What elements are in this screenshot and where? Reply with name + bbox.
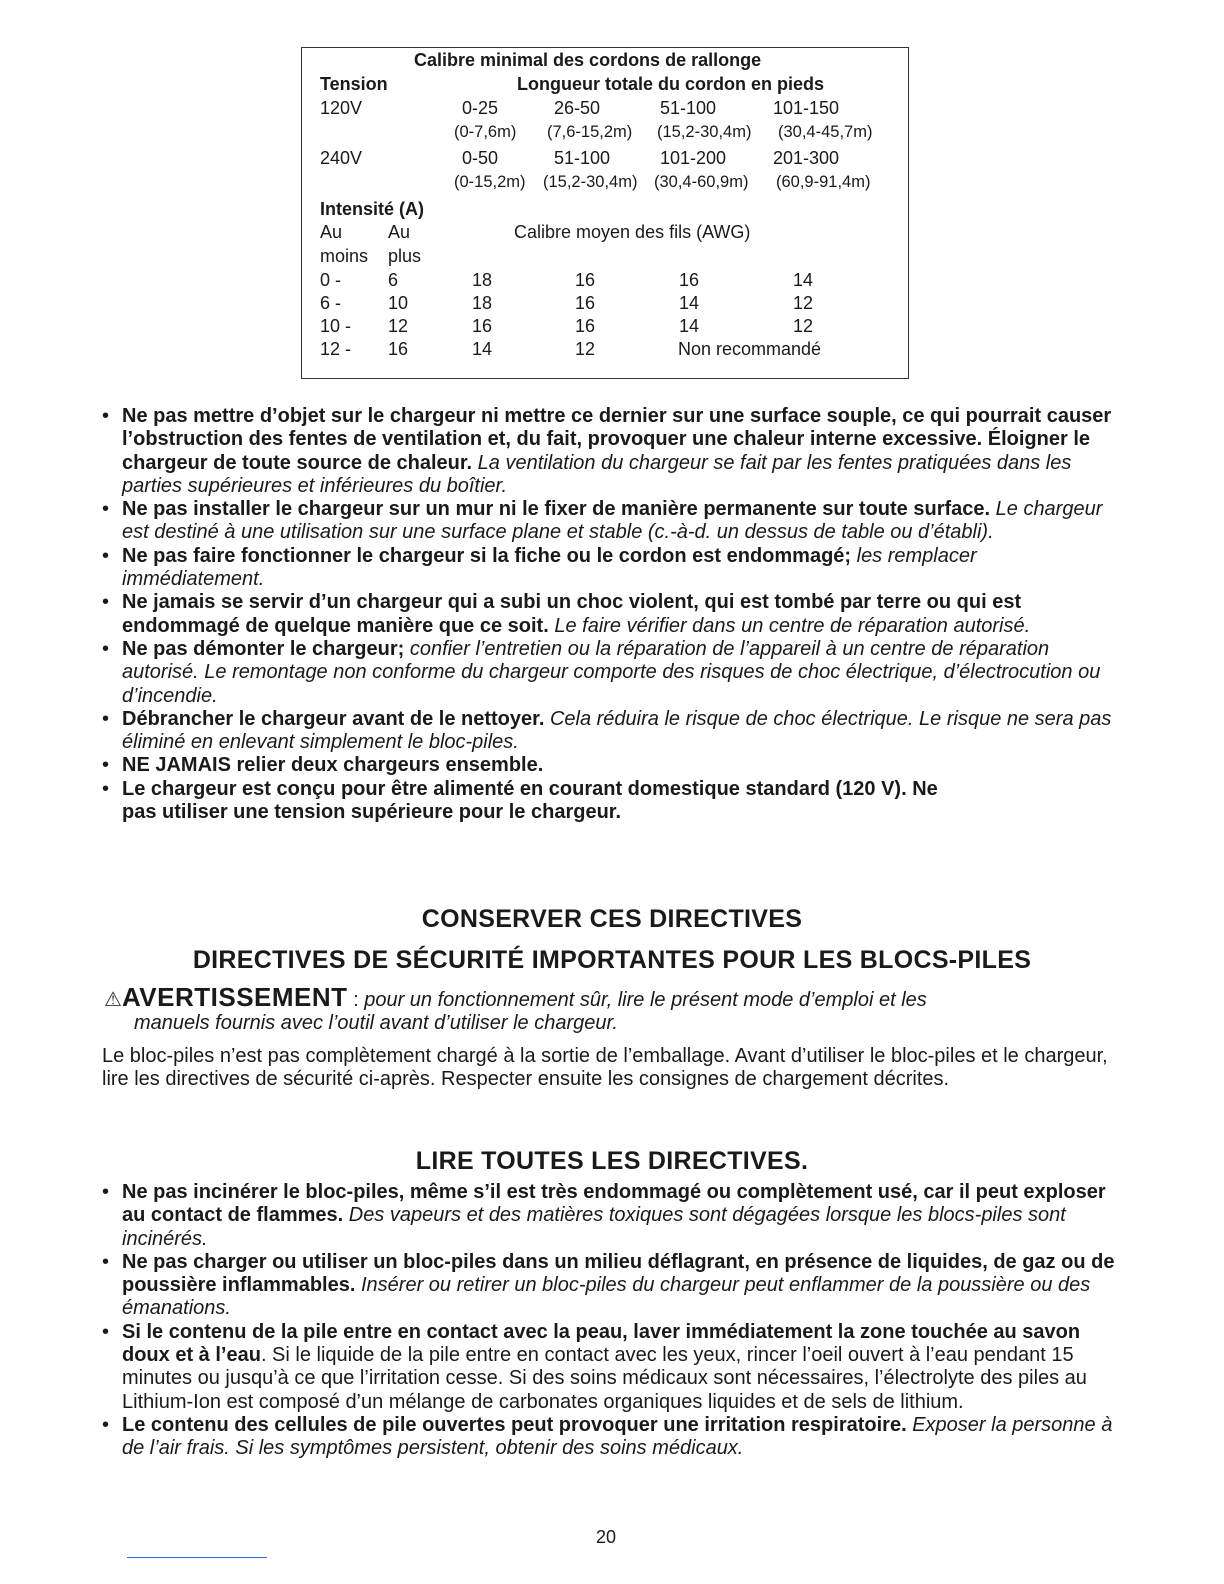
gauge-label: Calibre moyen des fils (AWG) bbox=[514, 222, 751, 242]
v120-metric: (15,2-30,4m) bbox=[657, 123, 752, 141]
v120-range: 0-25 bbox=[462, 98, 499, 118]
bullet-bold-text: Débrancher le chargeur avant de le nettoyer. bbox=[122, 707, 545, 730]
tension-label: Tension bbox=[320, 74, 388, 94]
gauge-cell: 18 bbox=[472, 270, 493, 290]
list-item bbox=[102, 1181, 1117, 1251]
amp-to: 10 bbox=[388, 293, 409, 313]
gauge-cell: 16 bbox=[575, 316, 596, 336]
bullet-icon: • bbox=[102, 544, 110, 567]
list-item bbox=[102, 778, 1117, 825]
list-item bbox=[102, 591, 1117, 638]
list-item bbox=[102, 1251, 1117, 1321]
length-label: Longueur totale du cordon en pieds bbox=[517, 74, 825, 94]
bullet-italic-text: Le faire vérifier dans un centre de réparation autorisé. bbox=[548, 614, 1031, 637]
amp-from: 10 - bbox=[320, 316, 352, 336]
gauge-cell: 14 bbox=[472, 339, 493, 359]
v240-range: 101-200 bbox=[660, 148, 727, 168]
list-item bbox=[102, 708, 1117, 755]
bullet-italic-text: les remplacer immédiatement. bbox=[122, 544, 977, 591]
bullet-normal-text: . Si le liquide de la pile entre en contact avec les yeux, rincer l’oeil ouvert à l’eau pendant 15 minutes ou jusqu’à ce que l’irritation cesse. Si des soins médicaux sont nécessaires, l’électrolyte des piles au Lithium-Ion est composé d’un mélange de carbonates organiques liquides et de sels de lithium. bbox=[122, 1344, 1087, 1413]
heading-read-all: LIRE TOUTES LES DIRECTIVES. bbox=[415, 1147, 809, 1175]
warning-block bbox=[104, 982, 1114, 1035]
v120-metric: (7,6-15,2m) bbox=[547, 123, 633, 141]
amp-from: 12 - bbox=[320, 339, 352, 359]
list-item bbox=[102, 498, 1117, 545]
gauge-cell-not-recommended: Non recommandé bbox=[678, 339, 822, 359]
amp-to: 16 bbox=[388, 339, 409, 359]
amp-from: 6 - bbox=[320, 293, 342, 313]
table-title: Calibre minimal des cordons de rallonge bbox=[414, 50, 762, 70]
bullet-bold-text: Le contenu des cellules de pile ouvertes peut provoquer une irritation respiratoire. bbox=[122, 1413, 907, 1436]
list-item bbox=[102, 1321, 1117, 1414]
footer-divider bbox=[127, 1557, 267, 1558]
gauge-cell: 16 bbox=[679, 270, 700, 290]
battery-safety-list bbox=[102, 1181, 1117, 1461]
bullet-icon: • bbox=[102, 1320, 110, 1343]
gauge-cell: 12 bbox=[793, 316, 814, 336]
v240-range: 0-50 bbox=[462, 148, 499, 168]
amp-to: 6 bbox=[388, 270, 399, 290]
bullet-bold-text: Ne pas faire fonctionner le chargeur si la fiche ou le cordon est endommagé; bbox=[122, 544, 852, 567]
v240-range: 51-100 bbox=[554, 148, 611, 168]
warning-triangle-icon: ⚠ bbox=[104, 989, 122, 1011]
v120-metric: (0-7,6m) bbox=[454, 123, 517, 141]
bullet-icon: • bbox=[102, 777, 110, 800]
plus-label: plus bbox=[388, 246, 422, 266]
warning-title: AVERTISSEMENT bbox=[121, 982, 348, 1012]
bullet-icon: • bbox=[102, 591, 110, 614]
gauge-cell: 16 bbox=[575, 270, 596, 290]
v240-metric: (60,9-91,4m) bbox=[776, 173, 871, 191]
bullet-icon: • bbox=[102, 1250, 110, 1273]
bullet-bold-text: NE JAMAIS relier deux chargeurs ensemble. bbox=[122, 754, 544, 777]
bullet-icon: • bbox=[102, 1413, 110, 1436]
bullet-italic-text: La ventilation du chargeur se fait par les fentes pratiquées dans les parties supérieures et inférieures du boîtier. bbox=[122, 451, 1072, 497]
gauge-cell: 12 bbox=[793, 293, 814, 313]
bullet-bold-text: Le chargeur est conçu pour être alimenté en courant domestique standard (120 V). Ne pas utiliser une tension supérieure pour le chargeur. bbox=[122, 777, 938, 824]
gauge-cell: 14 bbox=[679, 316, 700, 336]
bullet-bold-text: Ne pas charger ou utiliser un bloc-piles dans un milieu déflagrant, en présence de liquides, de gaz ou de poussière inflammables. bbox=[122, 1250, 1115, 1297]
bullet-icon: • bbox=[102, 498, 110, 521]
bullet-bold-text: Si le contenu de la pile entre en contact avec la peau, laver immédiatement la zone touchée au savon doux et à l’eau bbox=[122, 1320, 1081, 1367]
list-item bbox=[102, 754, 1117, 777]
list-item bbox=[102, 1414, 1117, 1461]
v120-range: 51-100 bbox=[660, 98, 717, 118]
extension-cord-table bbox=[301, 47, 909, 379]
v240-label: 240V bbox=[320, 148, 363, 168]
v240-metric: (15,2-30,4m) bbox=[543, 173, 638, 191]
gauge-cell: 14 bbox=[793, 270, 814, 290]
bullet-bold-text: Ne pas installer le chargeur sur un mur ni le fixer de manière permanente sur toute surface. bbox=[122, 498, 991, 521]
warning-text: pour un fonctionnement sûr, lire le présent mode d’emploi et les bbox=[364, 989, 927, 1011]
heading-conserver: CONSERVER CES DIRECTIVES bbox=[421, 905, 803, 933]
moins-label: moins bbox=[320, 246, 369, 266]
bullet-icon: • bbox=[102, 754, 110, 777]
gauge-cell: 16 bbox=[472, 316, 493, 336]
bullet-italic-text: confier l’entretien ou la réparation de l’appareil à un centre de réparation autorisé. Le remontage non conforme du chargeur comporte des risques de choc électrique, d’électrocution ou d’incendie. bbox=[122, 637, 1101, 707]
amp-from: 0 - bbox=[320, 270, 342, 290]
gauge-cell: 18 bbox=[472, 293, 493, 313]
bullet-italic-text: Exposer la personne à de l’air frais. Si les symptômes persistent, obtenir des soins médicaux. bbox=[122, 1413, 1113, 1460]
gauge-cell: 14 bbox=[679, 293, 700, 313]
bullet-icon: • bbox=[102, 405, 110, 427]
v120-metric: (30,4-45,7m) bbox=[778, 123, 873, 141]
bullet-bold-text: Ne pas mettre d’objet sur le chargeur ni mettre ce dernier sur une surface souple, ce qui pourrait causer l’obstruction des fentes de ventilation et, du fait, provoquer une chaleur interne excessive. Éloigner le chargeur de toute source de chaleur. bbox=[122, 405, 1112, 474]
au-label: Au bbox=[320, 222, 343, 242]
bullet-bold-text: Ne pas démonter le chargeur; bbox=[122, 637, 405, 660]
v120-label: 120V bbox=[320, 98, 363, 118]
bullet-italic-text: Cela réduira le risque de choc électrique. Le risque ne sera pas éliminé en enlevant simplement le bloc-piles. bbox=[122, 707, 1112, 754]
list-item bbox=[102, 638, 1117, 708]
heading-battery-safety: DIRECTIVES DE SÉCURITÉ IMPORTANTES POUR LES BLOCS-PILES bbox=[192, 946, 1032, 974]
list-item bbox=[102, 545, 1117, 592]
amp-label: Intensité (A) bbox=[320, 199, 425, 219]
page-number: 20 bbox=[595, 1527, 617, 1547]
bullet-italic-text: Le chargeur est destiné à une utilisation sur une surface plane et stable (c.-à-d. un dessus de table ou d’établi). bbox=[122, 498, 1103, 544]
list-item bbox=[102, 405, 1117, 498]
gauge-cell: 12 bbox=[575, 339, 596, 359]
bullet-icon: • bbox=[102, 1181, 110, 1203]
bullet-italic-text: Insérer ou retirer un bloc-piles du chargeur peut enflammer de la poussière ou des émanations. bbox=[122, 1274, 1091, 1320]
warning-colon: : bbox=[347, 989, 365, 1011]
gauge-cell: 16 bbox=[575, 293, 596, 313]
charger-safety-list bbox=[102, 405, 1117, 824]
v240-metric: (0-15,2m) bbox=[454, 173, 526, 191]
v240-metric: (30,4-60,9m) bbox=[654, 173, 749, 191]
bullet-icon: • bbox=[102, 707, 110, 730]
v240-range: 201-300 bbox=[773, 148, 840, 168]
bullet-icon: • bbox=[102, 637, 110, 660]
amp-to: 12 bbox=[388, 316, 409, 336]
bullet-bold-text: Ne jamais se servir d’un chargeur qui a subi un choc violent, qui est tombé par terre ou qui est endommagé de quelque manière que ce soit. bbox=[122, 591, 1022, 637]
bullet-italic-text: Des vapeurs et des matières toxiques sont dégagées lorsque les blocs-piles sont incinérés. bbox=[122, 1204, 1066, 1250]
au-label: Au bbox=[388, 222, 411, 242]
v120-range: 26-50 bbox=[554, 98, 601, 118]
v120-range: 101-150 bbox=[773, 98, 840, 118]
warning-text-continued: manuels fournis avec l’outil avant d’utiliser le chargeur. bbox=[134, 1012, 618, 1034]
battery-intro-paragraph: Le bloc-piles n’est pas complètement chargé à la sortie de l’emballage. Avant d’utiliser le bloc-piles et le chargeur, lire les directives de sécurité ci-après. Respecter ensuite les consignes de chargement décrites. bbox=[102, 1045, 1108, 1091]
bullet-bold-text: Ne pas incinérer le bloc-piles, même s’il est très endommagé ou complètement usé, car il peut exploser au contact de flammes. bbox=[122, 1181, 1106, 1227]
